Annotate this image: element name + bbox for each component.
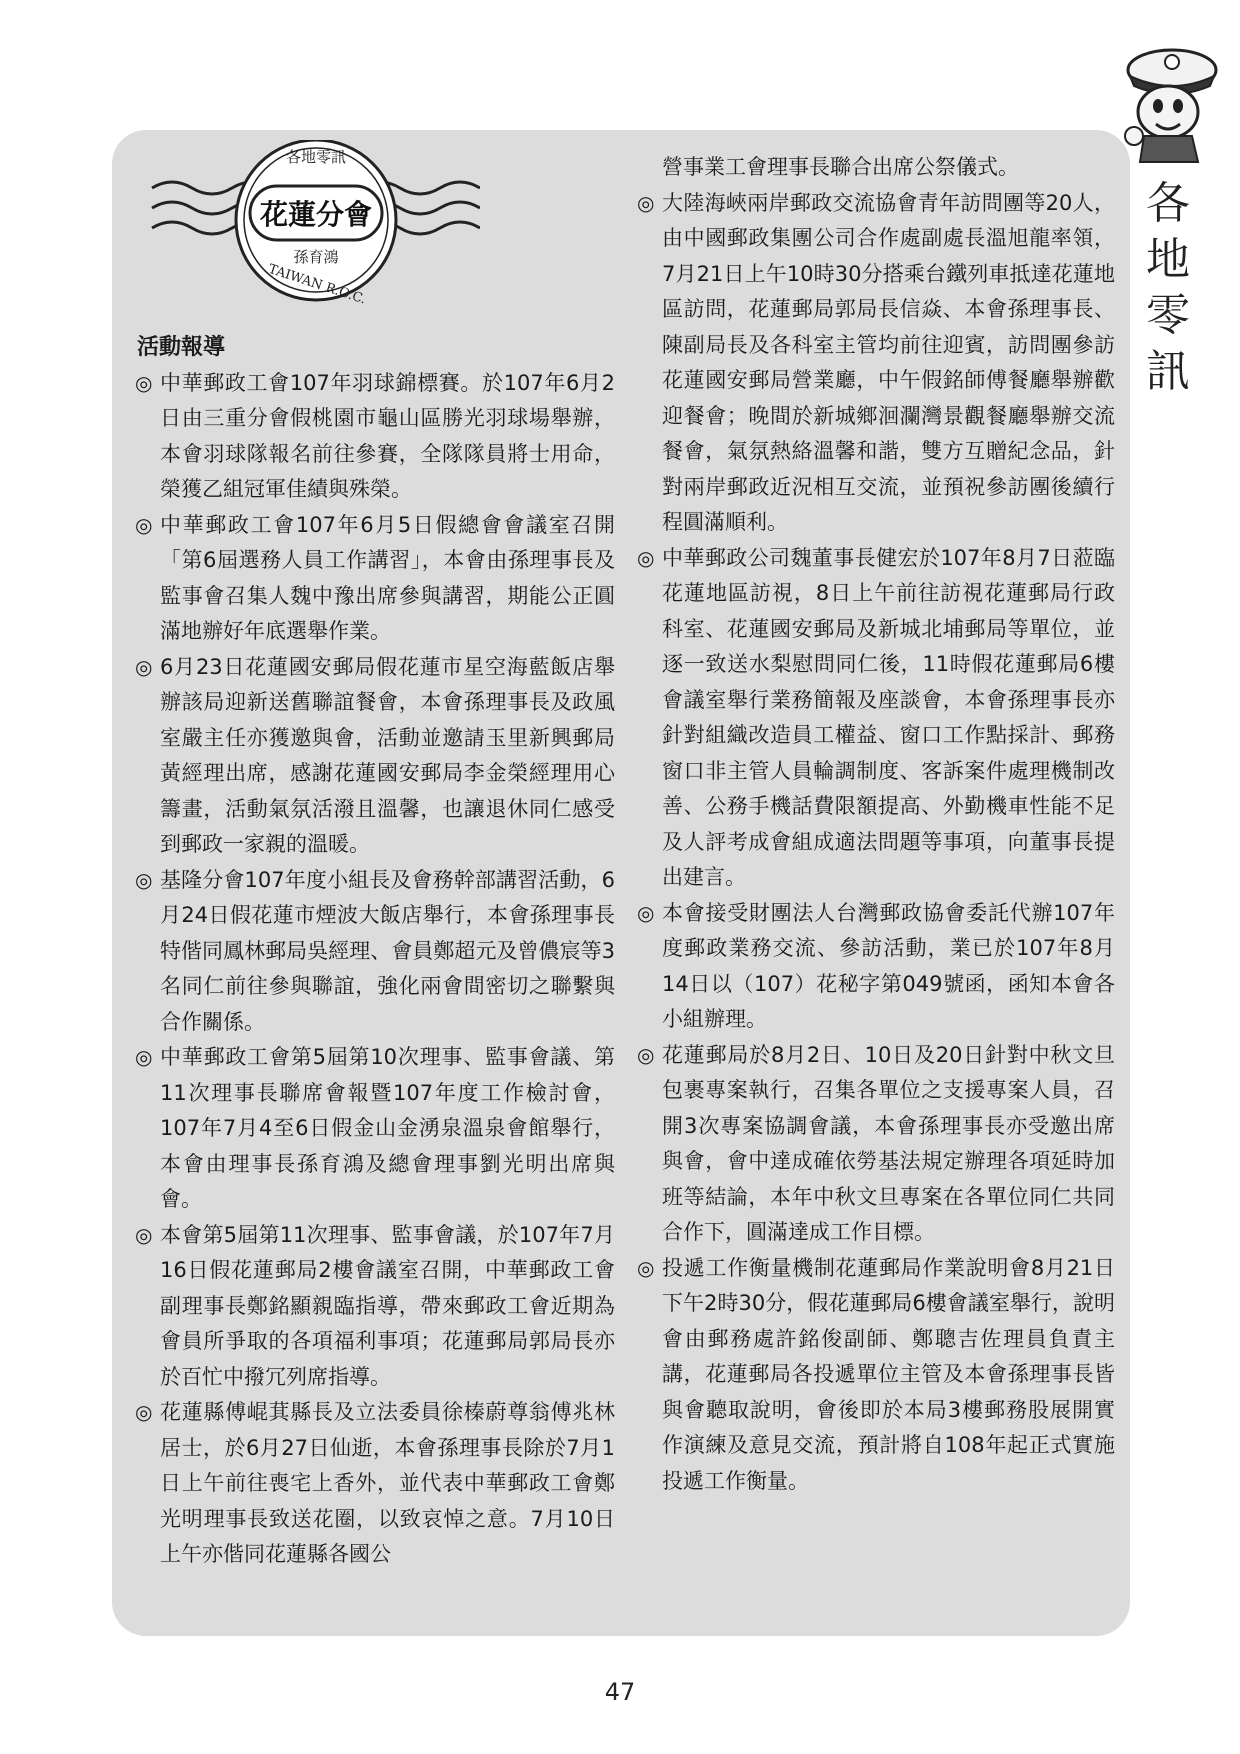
stamp-top-text: 各地零訊 <box>285 148 347 166</box>
news-item: ◎ 本會接受財團法人台灣郵政協會委託代辦107年度郵政業務交流、參訪活動，業已於107年8月14日以（107）花秘字第049號函，函知本會各小組辦理。 <box>637 896 1115 1038</box>
stamp-branch-name: 花蓮分會 <box>259 198 373 231</box>
mascot-illustration <box>1110 40 1230 170</box>
stamp-country: TAIWAN R.O.C. <box>266 261 368 308</box>
news-item: ◎ 基隆分會107年度小組長及會務幹部講習活動，6月24日假花蓮市煙波大飯店舉行，本會孫理事長特偕同鳳林郵局吳經理、會員鄭超元及曾儂宸等3名同仁前往參與聯誼，強化兩會間密切之聯繫與合作關係。 <box>135 863 615 1041</box>
news-item: ◎ 中華郵政工會107年6月5日假總會會議室召開「第6屆選務人員工作講習」，本會由孫理事長及監事會召集人魏中豫出席參與講習，期能公正圓滿地辦好年底選舉作業。 <box>135 508 615 650</box>
news-item-continuation: 營事業工會理事長聯合出席公祭儀式。 <box>662 155 1019 179</box>
news-item: ◎ 投遞工作衡量機制花蓮郵局作業說明會8月21日下午2時30分，假花蓮郵局6樓會議室舉行，說明會由郵務處許銘俊副師、鄭聰吉佐理員負責主講，花蓮郵局各投遞單位主管及本會孫理事長皆與會聽取說明，會後即於本局3樓郵務股展開實作演練及意見交流，預計將自108年起正式實施投遞工作衡量。 <box>637 1251 1115 1500</box>
news-item: ◎ 花蓮郵局於8月2日、10日及20日針對中秋文旦包裹專案執行，召集各單位之支援專案人員，召開3次專案協調會議，本會孫理事長亦受邀出席與會，會中達成確依勞基法規定辦理各項延時加班等結論，本年中秋文旦專案在各單位同仁共同合作下，圓滿達成工作目標。 <box>637 1038 1115 1251</box>
news-item: ◎ 本會第5屆第11次理事、監事會議，於107年7月16日假花蓮郵局2樓會議室召開，中華郵政工會副理事長鄭銘顯親臨指導，帶來郵政工會近期為會員所爭取的各項福利事項；花蓮郵局郭局長亦於百忙中撥冗列席指導。 <box>135 1218 615 1396</box>
news-item: ◎ 中華郵政工會107年羽球錦標賽。於107年6月2日由三重分會假桃園市龜山區勝光羽球場舉辦，本會羽球隊報名前往參賽，全隊隊員將士用命，榮獲乙組冠軍佳績與殊榮。 <box>135 366 615 508</box>
news-item: ◎ 6月23日花蓮國安郵局假花蓮市星空海藍飯店舉辦該局迎新送舊聯誼餐會，本會孫理事長及政風室嚴主任亦獲邀與會，活動並邀請玉里新興郵局黃經理出席，感謝花蓮國安郵局李金榮經理用心籌畫，活動氣氛活潑且溫馨，也讓退休同仁感受到郵政一家親的溫暖。 <box>135 650 615 863</box>
right-column <box>637 150 1115 1499</box>
postmark-stamp <box>150 140 480 315</box>
side-title <box>1138 176 1198 400</box>
news-item: ◎ 花蓮縣傅崐萁縣長及立法委員徐榛蔚尊翁傅兆林居士，於6月27日仙逝，本會孫理事長除於7月1日上午前往喪宅上香外，並代表中華郵政工會鄭光明理事長致送花圈，以致哀悼之意。7月10日上午亦偕同花蓮縣各國公 <box>135 1395 615 1573</box>
section-heading: 活動報導 <box>137 335 226 360</box>
news-item: ◎ 中華郵政公司魏董事長健宏於107年8月7日蒞臨花蓮地區訪視，8日上午前往訪視花蓮郵局行政科室、花蓮國安郵局及新城北埔郵局等單位，並逐一致送水梨慰問同仁後，11時假花蓮郵局6樓會議室舉行業務簡報及座談會，本會孫理事長亦針對組織改造員工權益、窗口工作點採計、郵務窗口非主管人員輪調制度、客訴案件處理機制改善、公務手機話費限額提高、外勤機車性能不足及人評考成會組成適法問題等事項，向董事長提出建言。 <box>637 541 1115 896</box>
page-number: 47 <box>604 1678 636 1706</box>
side-title-text: 各 地 零 訊 <box>1146 178 1190 397</box>
news-item: ◎ 大陸海峽兩岸郵政交流協會青年訪問團等20人，由中國郵政集團公司合作處副處長溫旭龍率領，7月21日上午10時30分搭乘台鐵列車抵達花蓮地區訪問，花蓮郵局郭局長信焱、本會孫理事長、陳副局長及各科室主管均前往迎賓，訪問團參訪花蓮國安郵局營業廳，中午假銘師傅餐廳舉辦歡迎餐會；晚間於新城鄉洄瀾灣景觀餐廳舉辦交流餐會，氣氛熱絡溫馨和諧，雙方互贈紀念品，針對兩岸郵政近況相互交流，並預祝參訪團後續行程圓滿順利。 <box>637 186 1115 541</box>
left-column <box>135 330 615 1573</box>
news-item: ◎ 中華郵政工會第5屆第10次理事、監事會議、第11次理事長聯席會報暨107年度工作檢討會，107年7月4至6日假金山金湧泉溫泉會館舉行，本會由理事長孫育鴻及總會理事劉光明出席與會。 <box>135 1040 615 1218</box>
stamp-author: 孫育鴻 <box>293 248 339 266</box>
